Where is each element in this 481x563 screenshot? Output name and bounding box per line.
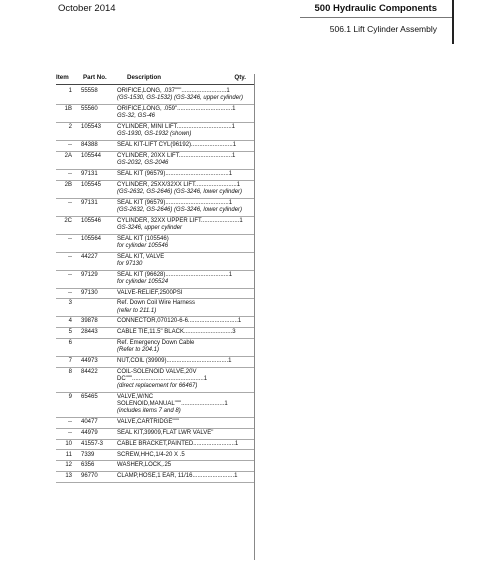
description-note: GS-2032, GS-2046 xyxy=(117,160,169,166)
table-row xyxy=(56,218,254,232)
description: SEAL KIT (96579)......................................1 xyxy=(117,199,233,206)
item-number: 10 xyxy=(65,440,72,447)
table-row xyxy=(56,254,254,268)
item-number: 2C xyxy=(64,217,72,224)
item-number: -- xyxy=(68,429,72,436)
description-cell xyxy=(117,124,254,138)
table-row xyxy=(56,272,254,286)
part-number: 6356 xyxy=(81,462,95,469)
item-number: 2B xyxy=(64,181,72,188)
description-cell xyxy=(117,394,254,416)
table-header xyxy=(56,74,254,85)
row-divider xyxy=(56,471,254,472)
item-number: 13 xyxy=(65,473,72,480)
description: SEAL KIT-LIFT CYL(96192).........................1 xyxy=(117,142,237,148)
item-number: 2A xyxy=(64,152,72,159)
description: CABLE BRACKET,PAINTED.........................1 xyxy=(117,440,239,447)
description: CABLE TIE,11.5" BLACK.............................3 xyxy=(117,329,236,336)
table-row xyxy=(56,394,254,416)
table-row xyxy=(56,419,254,426)
description-note: GS-32, GS-46 xyxy=(117,113,156,120)
row-divider xyxy=(56,338,254,339)
part-number: 44973 xyxy=(81,357,98,364)
item-number: -- xyxy=(68,199,72,206)
table-row xyxy=(56,430,254,437)
description-cell xyxy=(117,254,254,268)
row-divider xyxy=(56,169,254,170)
part-number: 44227 xyxy=(81,253,98,260)
table-row xyxy=(56,452,254,459)
table-row xyxy=(56,290,254,297)
item-number: 11 xyxy=(65,451,72,458)
description: CONNECTOR,070120-6-6..............................1 xyxy=(117,318,242,325)
description-cell xyxy=(117,272,254,286)
description: CYLINDER, MINI LIFT.................................1 xyxy=(117,124,236,130)
description-cell xyxy=(117,153,254,167)
col-qty-header: Qty. xyxy=(234,74,246,81)
part-number: 97131 xyxy=(81,170,98,177)
description-cell xyxy=(117,88,254,102)
row-divider xyxy=(56,439,254,440)
col-desc-header: Description xyxy=(127,74,162,81)
table-row xyxy=(56,182,254,196)
table-row xyxy=(56,358,254,365)
description-note: (GS-2632, GS-2646) (GS-3246, lower cylinder) xyxy=(117,188,243,195)
description: SCREW,HHC,1/4-20 X .5 xyxy=(117,451,185,458)
row-divider xyxy=(56,449,254,450)
header-date: October 2014 xyxy=(58,3,116,14)
part-number: 55558 xyxy=(81,88,98,94)
row-divider xyxy=(56,288,254,289)
part-number: 39878 xyxy=(81,318,98,325)
table-row xyxy=(56,200,254,214)
description-cell xyxy=(117,171,254,178)
description: COIL-SOLENOID VALVE,20V DC"""...........................................1 xyxy=(117,368,208,382)
part-number: 105564 xyxy=(81,235,102,242)
item-number: 12 xyxy=(65,462,72,469)
description-note: (direct replacement for 66467) xyxy=(117,383,198,390)
row-divider xyxy=(56,216,254,217)
description: ORIFICE,LONG, .059".................................1 xyxy=(117,106,236,112)
part-number: 7339 xyxy=(81,451,95,458)
description-cell xyxy=(117,300,254,314)
part-number: 97130 xyxy=(81,289,98,296)
description: VALVE-RELIEF,2500PSI xyxy=(117,289,183,296)
description-note: for 97130 xyxy=(117,260,143,267)
table-row xyxy=(56,171,254,178)
row-divider xyxy=(56,234,254,235)
part-number: 105544 xyxy=(81,152,102,159)
description-cell xyxy=(117,318,254,325)
item-number: -- xyxy=(68,142,72,148)
row-divider xyxy=(56,151,254,152)
description-note: GS-3246, upper cylinder xyxy=(117,224,183,231)
row-divider xyxy=(56,104,254,105)
item-number: -- xyxy=(68,419,72,426)
description: CYLINDER, 32XX UPPER LIFT.......................1 xyxy=(117,217,243,224)
row-divider xyxy=(56,392,254,393)
table-row xyxy=(56,462,254,469)
description-cell xyxy=(117,329,254,336)
table-row xyxy=(56,153,254,167)
part-number: 28443 xyxy=(81,329,98,336)
description-cell xyxy=(117,358,254,365)
part-number: 40477 xyxy=(81,419,98,426)
item-number: 3 xyxy=(68,300,72,307)
description: VALVE,W/NC SOLENOID,MANUAL"""..........................1 xyxy=(117,393,228,408)
description-note: (GS-2632, GS-2646) (GS-3246, lower cylinder) xyxy=(117,206,243,213)
description-cell xyxy=(117,473,254,480)
table-right-rule xyxy=(254,74,255,560)
part-number: 65465 xyxy=(81,393,98,400)
item-number: 7 xyxy=(68,357,72,364)
description-note: for cylinder 105546 xyxy=(117,242,169,249)
row-divider xyxy=(56,122,254,123)
description-cell xyxy=(117,430,254,437)
description-cell xyxy=(117,452,254,459)
table-row xyxy=(56,340,254,354)
row-divider xyxy=(56,270,254,271)
description-cell xyxy=(117,182,254,196)
header-vertical-rule xyxy=(452,0,454,44)
part-number: 84422 xyxy=(81,368,98,375)
description-cell xyxy=(117,462,254,469)
description-cell xyxy=(117,142,254,149)
part-number: 97129 xyxy=(81,271,98,278)
description-cell xyxy=(117,106,254,120)
item-number: 4 xyxy=(68,318,72,325)
description-cell xyxy=(117,200,254,214)
col-item-header: Item xyxy=(56,74,69,81)
row-divider xyxy=(56,417,254,418)
item-number: 2 xyxy=(68,124,72,130)
item-number: 1B xyxy=(64,106,72,112)
part-number: 44979 xyxy=(81,429,98,436)
part-number: 96770 xyxy=(81,473,98,480)
row-divider xyxy=(56,356,254,357)
row-divider xyxy=(56,140,254,141)
part-number: 105543 xyxy=(81,124,102,130)
table-row xyxy=(56,473,254,480)
row-divider xyxy=(56,298,254,299)
part-number: 41557-3 xyxy=(81,440,104,447)
col-part-header: Part No. xyxy=(83,74,107,81)
description-cell xyxy=(117,236,254,250)
description-note: (includes items 7 and 8) xyxy=(117,408,181,415)
description: CYLINDER, 25XX/32XX LIFT.........................1 xyxy=(117,181,241,188)
description-cell xyxy=(117,419,254,426)
description: CLAMP,HOSE,1 EAR, 11/16.........................1 xyxy=(117,473,238,480)
header-title: 500 Hydraulic Components xyxy=(314,3,437,14)
item-number: -- xyxy=(68,235,72,242)
item-number: -- xyxy=(68,271,72,278)
item-number: -- xyxy=(68,253,72,260)
description-note: (refer to 211.1) xyxy=(117,307,157,314)
row-divider xyxy=(56,180,254,181)
description-cell xyxy=(117,441,254,448)
table-row xyxy=(56,106,254,120)
description-cell xyxy=(117,218,254,232)
description-note: (Refer to 204.1) xyxy=(117,347,160,354)
part-number: 55560 xyxy=(81,106,98,112)
part-number: 97131 xyxy=(81,199,98,206)
parts-table xyxy=(56,74,254,484)
description: SEAL KIT (96628)......................................1 xyxy=(117,271,233,278)
description: SEAL KIT (105546) xyxy=(117,235,169,242)
description: WASHER,LOCK,.25 xyxy=(117,462,172,469)
description-note: (GS-1530, GS-1532) (GS-3246, upper cylinder) xyxy=(117,95,244,102)
description: VALVE,CARTRIDGE""" xyxy=(117,419,179,426)
item-number: -- xyxy=(68,289,72,296)
description-cell xyxy=(117,290,254,297)
description-cell xyxy=(117,369,254,391)
row-divider xyxy=(56,428,254,429)
part-number: 84388 xyxy=(81,142,98,148)
description: SEAL KIT,39909,FLAT LWR VALVE" xyxy=(117,429,214,436)
item-number: 5 xyxy=(68,329,72,336)
row-divider xyxy=(56,327,254,328)
item-number: -- xyxy=(68,170,72,177)
description: SEAL KIT, VALVE xyxy=(117,253,165,260)
description: ORIFICE,LONG, .037"""...........................1 xyxy=(117,88,230,94)
part-number: 105545 xyxy=(81,181,102,188)
table-body xyxy=(56,88,254,482)
description-note: GS-1930, GS-1932 (shown) xyxy=(117,131,192,138)
row-divider xyxy=(56,460,254,461)
description: CYLINDER, 20XX LIFT................................1 xyxy=(117,152,236,159)
table-row xyxy=(56,88,254,102)
row-divider xyxy=(56,316,254,317)
header-underline xyxy=(56,84,254,85)
table-row xyxy=(56,300,254,314)
table-row xyxy=(56,329,254,336)
part-number: 105546 xyxy=(81,217,102,224)
item-number: 8 xyxy=(68,368,72,375)
description: Ref. Down Coil Wire Harness xyxy=(117,300,196,307)
description-cell xyxy=(117,340,254,354)
item-number: 6 xyxy=(68,339,72,346)
row-divider xyxy=(56,367,254,368)
description-note: for cylinder 105524 xyxy=(117,278,169,285)
description: SEAL KIT (96579)......................................1 xyxy=(117,170,233,177)
table-row xyxy=(56,142,254,149)
table-row xyxy=(56,369,254,391)
row-divider xyxy=(56,482,254,483)
table-row xyxy=(56,124,254,138)
row-divider xyxy=(56,252,254,253)
description: NUT,COIL (39909).....................................1 xyxy=(117,357,232,364)
header-rule xyxy=(300,17,452,18)
item-number: 1 xyxy=(68,88,72,94)
table-row xyxy=(56,441,254,448)
table-row xyxy=(56,236,254,250)
item-number: 9 xyxy=(68,393,72,400)
description: Ref. Emergency Down Cable xyxy=(117,339,195,346)
header-subtitle: 506.1 Lift Cylinder Assembly xyxy=(329,24,437,34)
table-row xyxy=(56,318,254,325)
row-divider xyxy=(56,198,254,199)
